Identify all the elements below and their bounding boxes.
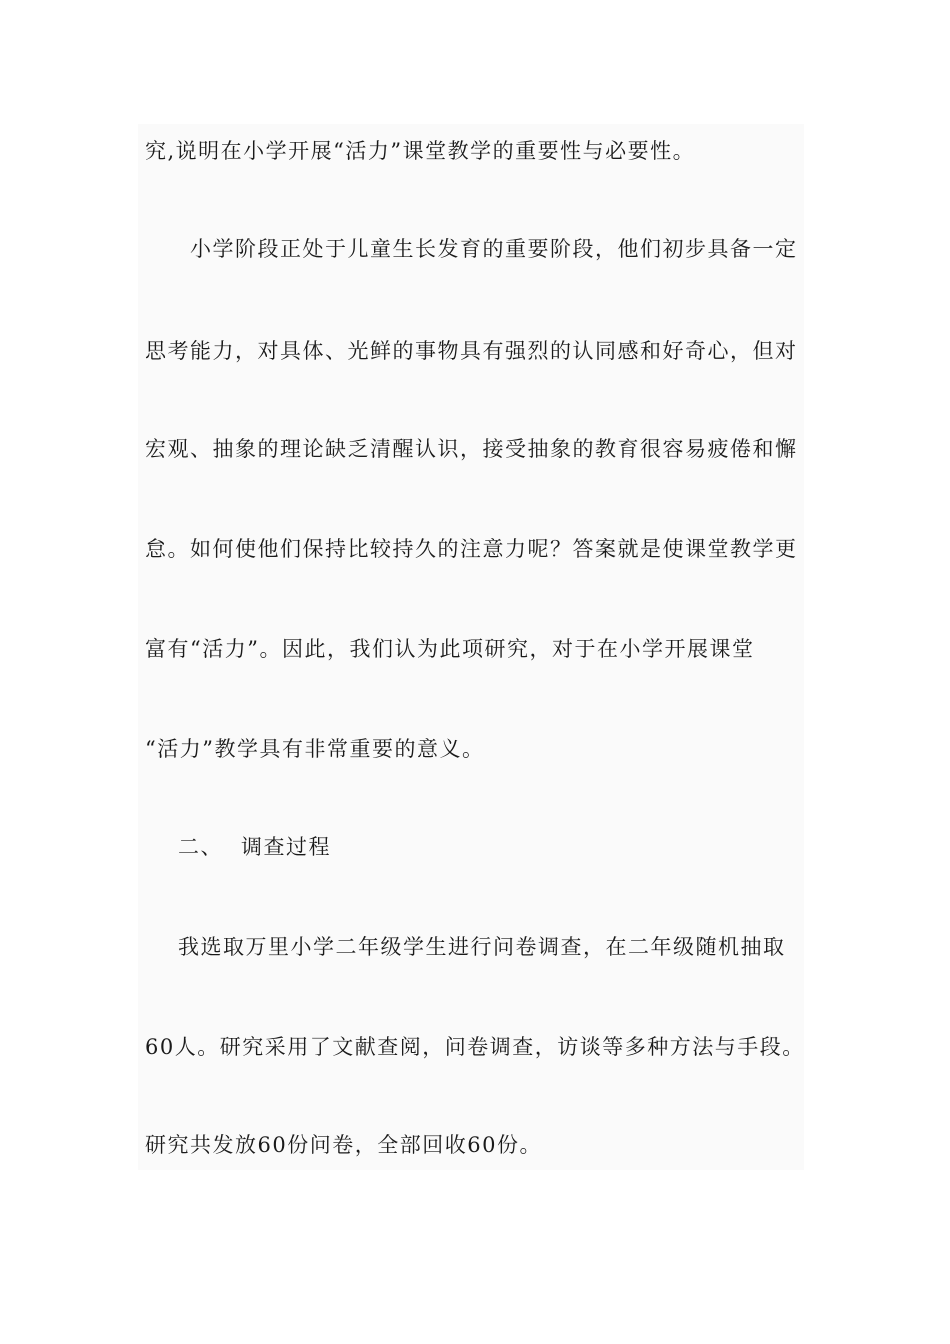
section-heading-number: 二、 xyxy=(178,835,223,859)
paragraph-line: 60人。研究采用了文献查阅，问卷调查，访谈等多种方法与手段。 xyxy=(145,1035,805,1059)
section-heading xyxy=(178,832,331,862)
paragraph-line: 研究共发放60份问卷，全部回收60份。 xyxy=(145,1133,542,1157)
paragraph-line: “活力”教学具有非常重要的意义。 xyxy=(145,737,485,761)
paragraph-line: 思考能力，对具体、光鲜的事物具有强烈的认同感和好奇心，但对 xyxy=(145,339,798,363)
paragraph-line: 我选取万里小学二年级学生进行问卷调查，在二年级随机抽取 xyxy=(178,935,786,959)
paragraph-line: 究,说明在小学开展“活力”课堂教学的重要性与必要性。 xyxy=(145,139,696,163)
paragraph-line: 宏观、抽象的理论缺乏清醒认识，接受抽象的教育很容易疲倦和懈 xyxy=(145,437,798,461)
paragraph-line: 怠。如何使他们保持比较持久的注意力呢？答案就是使课堂教学更 xyxy=(145,537,798,561)
paragraph-line: 富有“活力”。因此，我们认为此项研究，对于在小学开展课堂 xyxy=(145,637,755,661)
paragraph-line: 小学阶段正处于儿童生长发育的重要阶段，他们初步具备一定 xyxy=(190,237,798,261)
section-heading-title: 调查过程 xyxy=(241,835,331,859)
